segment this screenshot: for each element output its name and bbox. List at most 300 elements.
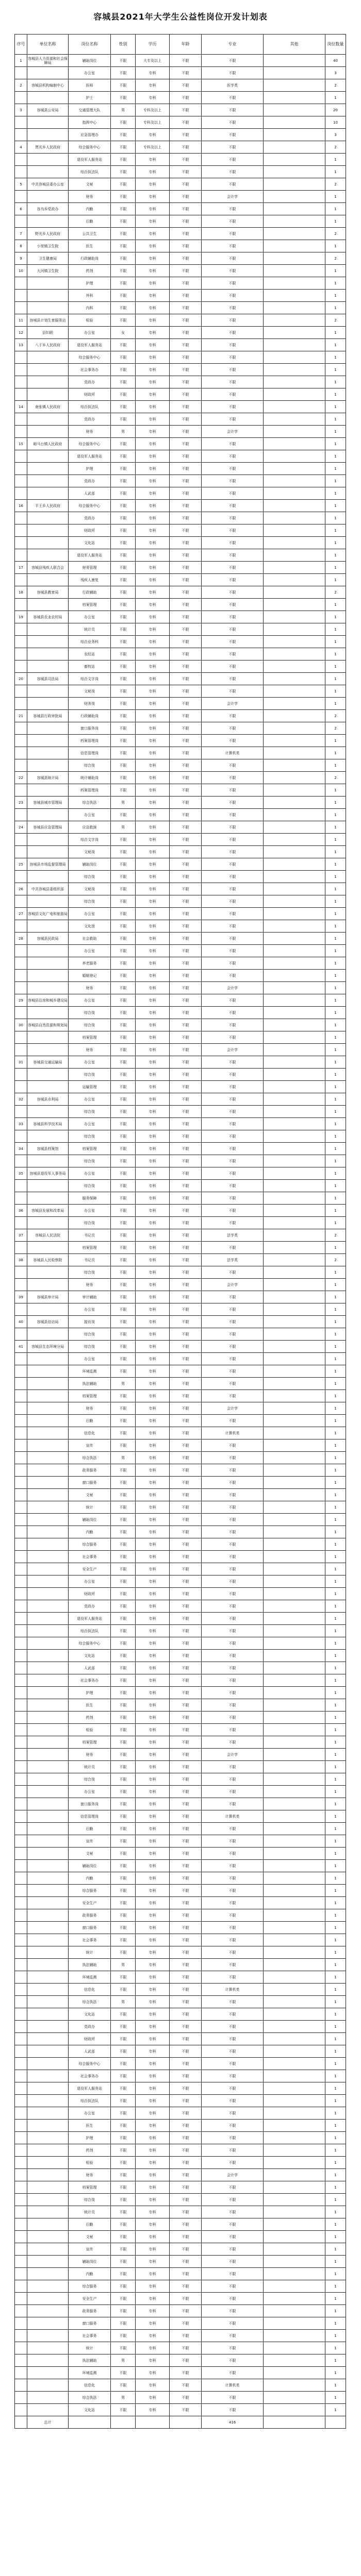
row-no: 21 [15, 710, 27, 722]
table-row [15, 1971, 346, 1984]
age-cell: 不限 [170, 2354, 202, 2367]
age-cell: 不限 [170, 2144, 202, 2157]
other-cell [264, 2243, 325, 2256]
other-cell [264, 2305, 325, 2317]
row-no [15, 1575, 27, 1588]
row-no [15, 2206, 27, 2218]
other-cell [264, 166, 325, 178]
post-name: 档案管理 [69, 1031, 111, 1044]
other-cell [264, 698, 325, 710]
major-cell: 不限 [202, 512, 264, 524]
major-cell: 不限 [202, 1650, 264, 1662]
sex-cell: 不限 [111, 2157, 136, 2169]
education-cell: 专科 [136, 215, 170, 228]
other-cell [264, 1922, 325, 1934]
table-row [15, 1229, 346, 1242]
major-cell: 不限 [202, 1167, 264, 1180]
table-row [15, 1439, 346, 1452]
quantity-cell: 1 [325, 970, 346, 982]
row-no: 19 [15, 611, 27, 623]
quantity-cell: 1 [325, 1069, 346, 1081]
quantity-cell: 1 [325, 1501, 346, 1514]
major-cell: 不限 [202, 1180, 264, 1192]
age-cell: 不限 [170, 1674, 202, 1687]
table-row [15, 537, 346, 549]
row-no: 2 [15, 79, 27, 92]
major-cell: 不限 [202, 1489, 264, 1501]
age-cell: 不限 [170, 772, 202, 784]
table-row [15, 1588, 346, 1600]
post-name: 养老服务 [69, 957, 111, 970]
education-cell: 专科 [136, 1155, 170, 1167]
sex-cell: 不限 [111, 586, 136, 599]
education-cell: 专科 [136, 1489, 170, 1501]
total-row [15, 2416, 346, 2429]
sex-cell: 不限 [111, 1143, 136, 1155]
quantity-cell: 1 [325, 698, 346, 710]
row-no [15, 834, 27, 846]
unit-name [27, 1130, 69, 1143]
header-other: 其他 [264, 35, 325, 55]
table-row [15, 475, 346, 487]
age-cell: 不限 [170, 1600, 202, 1613]
sex-cell: 男 [111, 104, 136, 116]
post-name: 医生 [69, 1699, 111, 1711]
unit-name: 容城县交通运输局 [27, 1056, 69, 1069]
education-cell: 专科 [136, 203, 170, 215]
major-cell: 不限 [202, 1217, 264, 1229]
other-cell [264, 2317, 325, 2330]
major-cell: 不限 [202, 1996, 264, 2008]
education-cell: 专科 [136, 1328, 170, 1341]
post-name: 综合执法队 [69, 401, 111, 413]
table-row [15, 438, 346, 450]
row-no [15, 1353, 27, 1365]
post-name: 档案管理岗 [69, 735, 111, 747]
post-name: 办公室 [69, 2107, 111, 2120]
table-row [15, 871, 346, 883]
sex-cell: 不限 [111, 376, 136, 388]
post-name: 公共卫生 [69, 228, 111, 240]
major-cell: 不限 [202, 1674, 264, 1687]
table-row [15, 710, 346, 722]
unit-name [27, 2107, 69, 2120]
quantity-cell: 1 [325, 2008, 346, 2021]
other-cell [264, 1971, 325, 1984]
row-no [15, 2268, 27, 2280]
header-no: 序号 [15, 35, 27, 55]
table-row [15, 2157, 346, 2169]
major-cell: 不限 [202, 92, 264, 104]
age-cell: 不限 [170, 1909, 202, 1922]
quantity-cell: 1 [325, 1180, 346, 1192]
education-cell: 专科 [136, 1031, 170, 1044]
age-cell: 不限 [170, 1810, 202, 1823]
major-cell: 不限 [202, 1526, 264, 1538]
other-cell [264, 1031, 325, 1044]
unit-name [27, 2354, 69, 2367]
major-cell: 不限 [202, 141, 264, 154]
post-name: 退役军人服务站 [69, 450, 111, 463]
major-cell: 不限 [202, 2280, 264, 2293]
major-cell: 不限 [202, 2157, 264, 2169]
sex-cell: 不限 [111, 1749, 136, 1761]
age-cell: 不限 [170, 2330, 202, 2342]
post-name: 政务服务 [69, 1909, 111, 1922]
table-row [15, 512, 346, 524]
education-cell: 专科 [136, 1415, 170, 1427]
sex-cell: 不限 [111, 1872, 136, 1885]
table-row [15, 450, 346, 463]
table-row [15, 1761, 346, 1773]
quantity-cell: 1 [325, 240, 346, 252]
quantity-cell: 1 [325, 2268, 346, 2280]
table-row [15, 191, 346, 203]
age-cell: 不限 [170, 1848, 202, 1860]
row-no [15, 1378, 27, 1390]
major-cell: 不限 [202, 265, 264, 277]
major-cell: 不限 [202, 1007, 264, 1019]
row-no [15, 1613, 27, 1625]
education-cell: 专科 [136, 586, 170, 599]
major-cell: 不限 [202, 673, 264, 685]
sex-cell: 不限 [111, 772, 136, 784]
quantity-cell: 1 [325, 1909, 346, 1922]
education-cell: 专科 [136, 623, 170, 636]
unit-name: 容城县统计局 [27, 772, 69, 784]
table-row [15, 982, 346, 994]
sex-cell: 不限 [111, 438, 136, 450]
table-row [15, 302, 346, 314]
unit-name [27, 1711, 69, 1724]
table-row [15, 673, 346, 685]
quantity-cell: 1 [325, 1971, 346, 1984]
table-row [15, 945, 346, 957]
unit-name [27, 1662, 69, 1674]
quantity-cell: 1 [325, 1810, 346, 1823]
major-cell: 不限 [202, 574, 264, 586]
row-no [15, 2379, 27, 2392]
quantity-cell: 1 [325, 2330, 346, 2342]
row-no [15, 1390, 27, 1402]
age-cell: 不限 [170, 636, 202, 648]
other-cell [264, 796, 325, 809]
row-no [15, 1551, 27, 1563]
education-cell: 专科 [136, 945, 170, 957]
age-cell: 不限 [170, 574, 202, 586]
age-cell: 不限 [170, 871, 202, 883]
quantity-cell: 1 [325, 1007, 346, 1019]
unit-name [27, 1835, 69, 1848]
major-cell: 不限 [202, 1613, 264, 1625]
sex-cell: 不限 [111, 1736, 136, 1749]
quantity-cell: 1 [325, 1279, 346, 1291]
unit-name [27, 1600, 69, 1613]
quantity-cell: 1 [325, 524, 346, 537]
other-cell [264, 1575, 325, 1588]
age-cell: 不限 [170, 883, 202, 895]
other-cell [264, 970, 325, 982]
major-cell: 不限 [202, 883, 264, 895]
quantity-cell: 1 [325, 2095, 346, 2107]
education-cell: 专科 [136, 858, 170, 871]
unit-name [27, 537, 69, 549]
unit-name [27, 1106, 69, 1118]
row-no [15, 895, 27, 908]
row-no [15, 1798, 27, 1810]
quantity-cell: 1 [325, 450, 346, 463]
table-row [15, 1798, 346, 1810]
age-cell: 不限 [170, 463, 202, 475]
sex-cell: 不限 [111, 685, 136, 698]
table-row [15, 1217, 346, 1229]
post-name: 运输管理 [69, 1081, 111, 1093]
education-cell: 专科 [136, 920, 170, 933]
row-no [15, 1427, 27, 1439]
education-cell: 专科 [136, 685, 170, 698]
quantity-cell: 1 [325, 2404, 346, 2416]
education-cell: 专科 [136, 1130, 170, 1143]
other-cell [264, 920, 325, 933]
quantity-cell: 1 [325, 2280, 346, 2293]
major-cell: 不限 [202, 1600, 264, 1613]
row-no [15, 1761, 27, 1773]
age-cell: 不限 [170, 2132, 202, 2144]
post-name: 档案管理 [69, 1736, 111, 1749]
major-cell: 不限 [202, 1056, 264, 1069]
unit-name: 县妇联 [27, 327, 69, 339]
major-cell: 不限 [202, 116, 264, 129]
unit-name [27, 1031, 69, 1044]
row-no [15, 364, 27, 376]
sex-cell: 不限 [111, 1724, 136, 1736]
table-row [15, 1946, 346, 1959]
table-row [15, 1575, 346, 1588]
sex-cell: 不限 [111, 1316, 136, 1328]
age-cell: 不限 [170, 228, 202, 240]
major-cell: 不限 [202, 2218, 264, 2231]
major-cell: 不限 [202, 1118, 264, 1130]
post-name: 辅助岗位 [69, 1514, 111, 1526]
age-cell: 不限 [170, 1971, 202, 1984]
age-cell: 不限 [170, 1093, 202, 1106]
row-no [15, 2181, 27, 2194]
table-row [15, 129, 346, 141]
post-name: 财务 [69, 191, 111, 203]
major-cell: 不限 [202, 1143, 264, 1155]
unit-name [27, 1798, 69, 1810]
major-cell: 不限 [202, 1971, 264, 1984]
unit-name [27, 2058, 69, 2070]
post-name: 综合岗 [69, 1155, 111, 1167]
table-row [15, 586, 346, 599]
sex-cell: 不限 [111, 1687, 136, 1699]
unit-name: 晾马台镇人民政府 [27, 438, 69, 450]
age-cell: 不限 [170, 920, 202, 933]
unit-name [27, 302, 69, 314]
sex-cell: 不限 [111, 1909, 136, 1922]
post-name: 行政辅助 [69, 586, 111, 599]
sex-cell: 不限 [111, 2317, 136, 2330]
education-cell: 专科 [136, 1885, 170, 1897]
sex-cell: 不限 [111, 2181, 136, 2194]
other-cell [264, 574, 325, 586]
table-row [15, 339, 346, 351]
sex-cell: 不限 [111, 1674, 136, 1687]
post-name: 药剂 [69, 265, 111, 277]
sex-cell: 不限 [111, 1699, 136, 1711]
post-name: 统计辅助岗 [69, 772, 111, 784]
unit-name: 容城县教育局 [27, 586, 69, 599]
sex-cell: 不限 [111, 2342, 136, 2354]
table-row [15, 2317, 346, 2330]
row-no [15, 487, 27, 500]
unit-name [27, 1687, 69, 1699]
table-row [15, 834, 346, 846]
sex-cell: 不限 [111, 203, 136, 215]
quantity-cell: 1 [325, 1711, 346, 1724]
table-row [15, 1489, 346, 1501]
sex-cell: 不限 [111, 1031, 136, 1044]
age-cell: 不限 [170, 55, 202, 67]
table-row [15, 1637, 346, 1650]
table-row [15, 1316, 346, 1328]
row-no [15, 129, 27, 141]
major-cell: 不限 [202, 339, 264, 351]
row-no [15, 1872, 27, 1885]
other-cell [264, 1934, 325, 1946]
education-cell: 专科及以上 [136, 141, 170, 154]
major-cell: 不限 [202, 1711, 264, 1724]
major-cell: 不限 [202, 228, 264, 240]
quantity-cell: 1 [325, 821, 346, 834]
unit-name: 容城县机构编制中心 [27, 79, 69, 92]
education-cell: 专科 [136, 1205, 170, 1217]
quantity-cell: 3 [325, 129, 346, 141]
unit-name [27, 1081, 69, 1093]
post-name: 退役军人服务站 [69, 1613, 111, 1625]
age-cell: 不限 [170, 240, 202, 252]
row-no [15, 1984, 27, 1996]
quantity-cell: 1 [325, 747, 346, 759]
age-cell: 不限 [170, 1254, 202, 1266]
unit-name [27, 1538, 69, 1551]
post-name: 文化站 [69, 1650, 111, 1662]
other-cell [264, 1489, 325, 1501]
other-cell [264, 2206, 325, 2218]
age-cell: 不限 [170, 252, 202, 265]
table-row [15, 1180, 346, 1192]
table-row [15, 1291, 346, 1303]
row-no: 11 [15, 314, 27, 327]
sex-cell: 不限 [111, 2367, 136, 2379]
sex-cell: 不限 [111, 314, 136, 327]
table-row [15, 1773, 346, 1786]
unit-name [27, 1439, 69, 1452]
major-cell: 不限 [202, 1872, 264, 1885]
sex-cell: 不限 [111, 240, 136, 252]
education-cell: 专科 [136, 1291, 170, 1303]
row-no [15, 623, 27, 636]
unit-name [27, 1489, 69, 1501]
row-no [15, 426, 27, 438]
sex-cell: 不限 [111, 413, 136, 426]
education-cell: 专科及以上 [136, 116, 170, 129]
row-no: 20 [15, 673, 27, 685]
table-row [15, 1922, 346, 1934]
table-row [15, 2144, 346, 2157]
other-cell [264, 1402, 325, 1415]
post-name: 统计员 [69, 1761, 111, 1773]
table-row [15, 1600, 346, 1613]
row-no [15, 413, 27, 426]
age-cell: 不限 [170, 1143, 202, 1155]
table-row [15, 858, 346, 871]
major-cell: 不限 [202, 2404, 264, 2416]
age-cell: 不限 [170, 2033, 202, 2045]
other-cell [264, 2404, 325, 2416]
age-cell: 不限 [170, 1477, 202, 1489]
major-cell: 不限 [202, 1415, 264, 1427]
age-cell: 不限 [170, 426, 202, 438]
education-cell: 专科 [136, 574, 170, 586]
table-row [15, 1427, 346, 1439]
other-cell [264, 1316, 325, 1328]
other-cell [264, 2330, 325, 2342]
post-name: 综合岗 [69, 1019, 111, 1031]
age-cell: 不限 [170, 908, 202, 920]
row-no: 24 [15, 821, 27, 834]
sex-cell: 不限 [111, 1984, 136, 1996]
major-cell: 不限 [202, 1934, 264, 1946]
other-cell [264, 1786, 325, 1798]
row-no: 32 [15, 1093, 27, 1106]
education-cell: 专科 [136, 611, 170, 623]
other-cell [264, 1118, 325, 1130]
major-cell: 不限 [202, 1897, 264, 1909]
other-cell [264, 1897, 325, 1909]
other-cell [264, 2008, 325, 2021]
table-row [15, 1501, 346, 1514]
unit-name [27, 2404, 69, 2416]
row-no [15, 784, 27, 796]
quantity-cell: 1 [325, 92, 346, 104]
row-no [15, 2218, 27, 2231]
table-row [15, 1143, 346, 1155]
age-cell: 不限 [170, 2404, 202, 2416]
row-no [15, 1402, 27, 1415]
quantity-cell: 1 [325, 1242, 346, 1254]
quantity-cell: 1 [325, 413, 346, 426]
education-cell: 专科 [136, 1143, 170, 1155]
education-cell: 专科 [136, 413, 170, 426]
education-cell: 专科 [136, 599, 170, 611]
education-cell: 专科 [136, 970, 170, 982]
education-cell: 专科 [136, 1699, 170, 1711]
education-cell: 专科 [136, 1922, 170, 1934]
post-name: 应急管理办 [69, 129, 111, 141]
major-cell: 医学类 [202, 79, 264, 92]
unit-name [27, 1736, 69, 1749]
age-cell: 不限 [170, 562, 202, 574]
row-no [15, 154, 27, 166]
sex-cell: 不限 [111, 883, 136, 895]
unit-name [27, 67, 69, 79]
unit-name: 容城县城市管理局 [27, 796, 69, 809]
sex-cell: 不限 [111, 537, 136, 549]
education-cell: 专科 [136, 1848, 170, 1860]
other-cell [264, 252, 325, 265]
